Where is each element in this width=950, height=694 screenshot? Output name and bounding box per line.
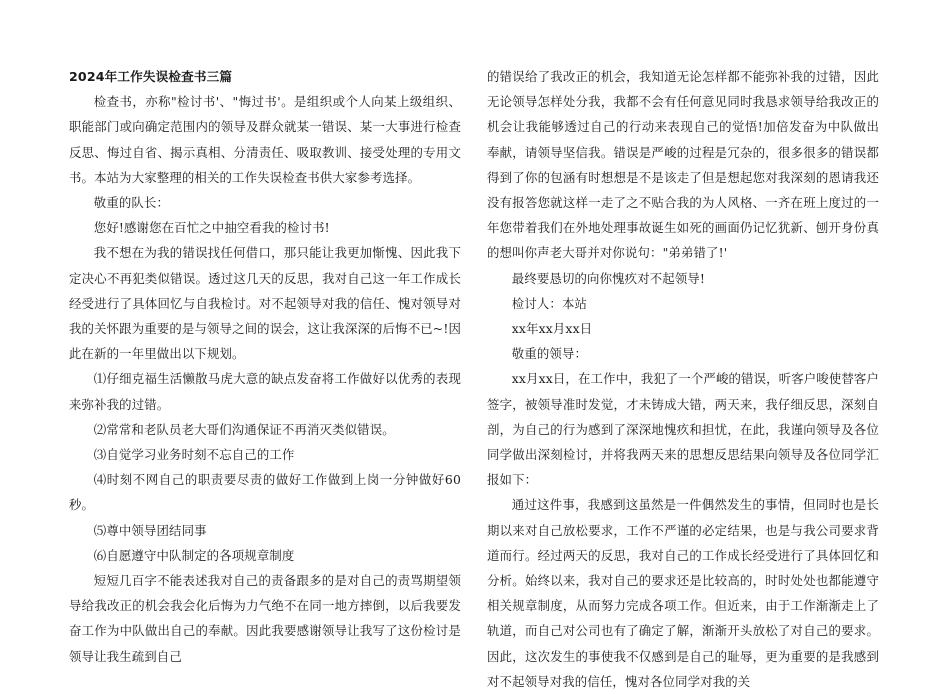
left-column	[69, 64, 461, 669]
paragraph: ⑷时刻不网自己的职责要尽责的做好工作做到上岗一分钟做好60秒。	[69, 472, 461, 513]
paragraph: 检查书，亦称"检讨书'、"悔过书'。是组织或个人向某上级组织、职能部门或向确定范围内的领导及群众就某一错误、某一大事进行检查反思、悔过自省、揭示真相、分清责任、吸取教训、接受处理的专用文书。本站为大家整理的相关的工作失误检查书供大家参考选择。	[69, 94, 461, 185]
paragraph: 您好!感谢您在百忙之中抽空看我的检讨书!	[93, 220, 330, 236]
left-column-body	[69, 89, 461, 669]
paragraph: ⑹自愿遵守中队制定的各项规章制度	[93, 547, 295, 563]
paragraph: xx月xx日，在工作中，我犯了一个严峻的错误，听客户唆使替客户签字，被领导准时发觉，才未铸成大错，两天来，我仔细反思，深刻自剖，为自己的行为感到了深深地愧疚和担忧，在此，我谨向领导及各位同学做出深刻检讨，并将我两天来的思想反思结果向领导及各位同学汇报如下：	[487, 371, 879, 488]
paragraph: ⑵常常和老队员老大哥们沟通保证不再消灭类似错误。	[93, 421, 395, 437]
paragraph: ⑴仔细克福生活懒散马虎大意的缺点发奋将工作做好以优秀的表现来弥补我的过错。	[69, 371, 461, 412]
paragraph: 敬重的领导：	[511, 346, 588, 362]
paragraph: xx年xx月xx日	[511, 321, 593, 337]
paragraph: ⑸尊中领导团结同事	[93, 522, 207, 538]
right-column	[487, 64, 879, 694]
paragraph: ⑶自觉学习业务时刻不忘自己的工作	[93, 447, 295, 463]
right-column-body	[487, 64, 879, 694]
paragraph: 通过这件事，我感到这虽然是一件偶然发生的事情，但同时也是长期以来对自己放松要求，工作不严谨的必定结果，也是与我公司要求背道而行。经过两天的反思，我对自己的工作成长经受进行了具体回忆和分析。始终以来，我对自己的要求还是比较高的，时时处处也都能遵守相关规章制度，从而努力完成各项工作。但近来，由于工作渐渐走上了轨道，而自己对公司也有了确定了解，渐渐开头放松了对自己的要求。因此，这次发生的事使我不仅感到是自己的耻辱，更为重要的是我感到对不起领导对我的信任，愧对各位同学对我的关	[487, 497, 879, 689]
document-title: 2024年工作失误检查书三篇	[69, 69, 233, 84]
paragraph: 最终要恳切的向你愧疚对不起领导!	[511, 270, 706, 286]
paragraph: 敬重的队长：	[93, 195, 170, 211]
paragraph: 检讨人：本站	[511, 295, 588, 311]
paragraph: 的错误给了我改正的机会，我知道无论怎样都不能弥补我的过错，因此无论领导怎样处分我，我都不会有任何意见同时我恳求领导给我改正的机会让我能够透过自己的行动来表现自己的觉悟!加倍发奋为中队做出奉献，请领导坚信我。错误是严峻的过程是冗杂的，很多很多的错误都得到了你的包涵有时想想是不是该走了但是想起您对我深刻的恩请我还没有报答您就这样一走了之不贴合我的为人风格、一齐在班上度过的一年您带着我们在外地处理事故诞生如死的画面仍记忆犹新、刨开身份真的想叫你声老大哥并对你说句："弟弟错了!'	[487, 69, 879, 261]
paragraph: 我不想在为我的错误找任何借口，那只能让我更加惭愧、因此我下定决心不再犯类似错误。透过这几天的反思，我对自己这一年工作成长经受进行了具体回忆与自我检讨。对不起领导对我的信任、愧对领导对我的关怀跟为重要的是与领导之间的误会，这让我深深的后悔不已~!因此在新的一年里做出以下规划。	[69, 245, 461, 362]
paragraph: 短短几百字不能表述我对自己的责备跟多的是对自己的责骂期望领导给我改正的机会我会化后悔为力气绝不在同一地方摔倒，以后我要发奋工作为中队做出自己的奉献。因此我要感谢领导让我写了这份检讨是领导让我生疏到自己	[69, 573, 461, 664]
